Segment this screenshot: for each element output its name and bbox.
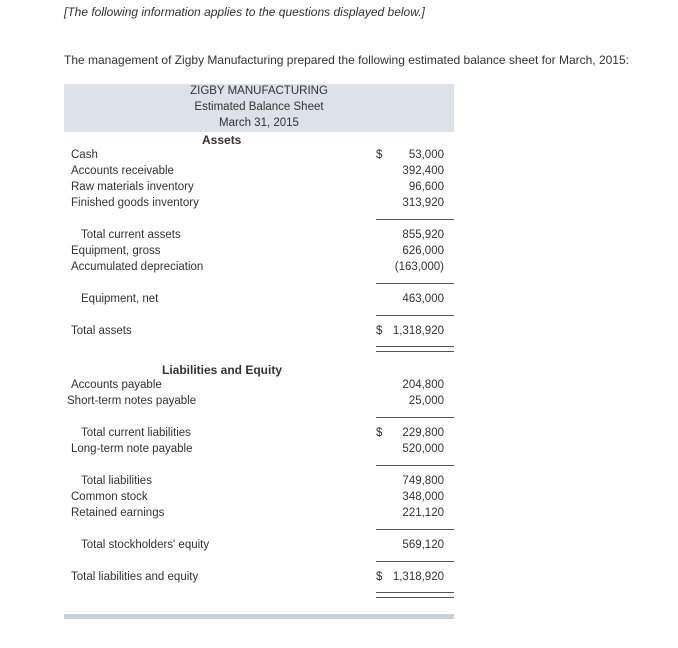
currency-sign: $ (376, 571, 383, 583)
row-label: Equipment, gross (71, 245, 161, 257)
row-label: Common stock (71, 491, 148, 503)
balance-sheet (64, 84, 454, 583)
row-retained-earnings (64, 507, 454, 523)
assets-heading: Assets (202, 133, 242, 147)
subtotal-rule (376, 465, 454, 466)
row-amount: 626,000 (402, 245, 444, 257)
row-amount: 229,800 (402, 427, 444, 439)
row-label: Cash (71, 149, 98, 161)
row-label: Total assets (71, 325, 132, 337)
row-amount: 520,000 (402, 443, 444, 455)
row-accumulated-depreciation (64, 261, 454, 277)
row-total-assets (64, 325, 454, 341)
row-amount: 463,000 (402, 293, 444, 305)
row-equipment-net (64, 293, 454, 309)
row-label: Long-term note payable (71, 443, 193, 455)
intro-text: The management of Zigby Manufacturing prepared the following estimated balance sheet for March, 2015: (64, 53, 629, 67)
row-accounts-payable (64, 379, 454, 395)
row-label: Accumulated depreciation (71, 261, 204, 273)
row-label: Total liabilities and equity (71, 571, 199, 583)
company-name: ZIGBY MANUFACTURING (190, 85, 328, 97)
row-raw-materials (64, 181, 454, 197)
row-total-current-liabilities (64, 427, 454, 443)
subtotal-rule (376, 417, 454, 418)
row-amount: 1,318,920 (392, 325, 444, 337)
row-label: Short-term notes payable (67, 395, 197, 407)
row-short-term-notes (64, 395, 454, 411)
statement-date: March 31, 2015 (219, 117, 299, 129)
row-total-current-assets (64, 229, 454, 245)
sheet-header (64, 84, 454, 132)
row-amount: 569,120 (402, 539, 444, 551)
subtotal-rule (376, 315, 454, 316)
row-amount: 749,800 (402, 475, 444, 487)
row-amount: 348,000 (402, 491, 444, 503)
table-footer-bar (64, 614, 454, 619)
double-rule (376, 346, 454, 352)
row-total-liabilities-equity (64, 571, 454, 587)
row-common-stock (64, 491, 454, 507)
row-amount: 392,400 (402, 165, 444, 177)
row-label: Accounts receivable (71, 165, 174, 177)
double-rule (376, 592, 454, 598)
subtotal-rule (376, 529, 454, 530)
row-label: Total current assets (81, 229, 181, 241)
row-amount: 204,800 (402, 379, 444, 391)
currency-sign: $ (376, 149, 383, 161)
subtotal-rule (376, 283, 454, 284)
row-amount: 1,318,920 (392, 571, 444, 583)
row-amount: 25,000 (408, 395, 444, 407)
row-amount: 313,920 (402, 197, 444, 209)
row-cash (64, 149, 454, 165)
row-equipment-gross (64, 245, 454, 261)
row-label: Total current liabilities (81, 427, 191, 439)
currency-sign: $ (376, 427, 383, 439)
row-label: Total stockholders' equity (81, 539, 210, 551)
row-amount: 53,000 (408, 149, 444, 161)
statement-title: Estimated Balance Sheet (194, 101, 324, 113)
row-amount: 221,120 (402, 507, 444, 519)
row-amount: (163,000) (394, 261, 444, 273)
row-label: Equipment, net (81, 293, 159, 305)
row-label: Retained earnings (71, 507, 165, 519)
row-total-stockholders-equity (64, 539, 454, 555)
row-label: Total liabilities (81, 475, 152, 487)
row-label: Accounts payable (71, 379, 162, 391)
currency-sign: $ (376, 325, 383, 337)
row-amount: 855,920 (402, 229, 444, 241)
row-amount: 96,600 (408, 181, 444, 193)
info-notice: [The following information applies to the questions displayed below.] (64, 5, 425, 19)
row-label: Raw materials inventory (71, 181, 194, 193)
liabilities-equity-heading: Liabilities and Equity (162, 363, 283, 377)
subtotal-rule (376, 219, 454, 220)
row-total-liabilities (64, 475, 454, 491)
row-long-term-note (64, 443, 454, 459)
row-accounts-receivable (64, 165, 454, 181)
row-finished-goods (64, 197, 454, 213)
row-label: Finished goods inventory (71, 197, 199, 209)
subtotal-rule (376, 561, 454, 562)
